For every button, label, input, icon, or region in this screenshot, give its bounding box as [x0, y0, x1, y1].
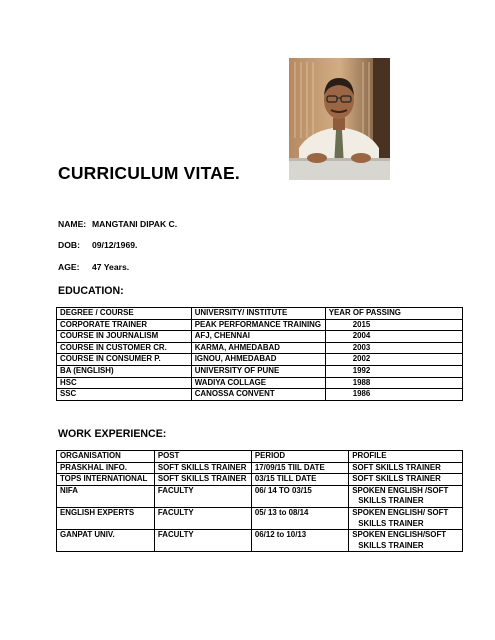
education-institute: CANOSSA CONVENT [191, 389, 325, 401]
work-profile-line2: SKILLS TRAINER [358, 518, 424, 528]
work-organisation: PRASKHAL INFO. [57, 462, 155, 474]
table-row [57, 377, 463, 389]
personal-dob-line [58, 240, 138, 250]
work-profile [349, 507, 463, 529]
work-organisation: ENGLISH EXPERTS [57, 507, 155, 529]
work-post: SOFT SKILLS TRAINER [154, 474, 251, 486]
work-post: FACULTY [154, 485, 251, 507]
work-profile [349, 474, 463, 486]
work-header-profile: PROFILE [349, 451, 463, 463]
education-institute: AFJ, CHENNAI [191, 331, 325, 343]
education-year: 1986 [325, 389, 462, 401]
education-degree: BA (ENGLISH) [57, 365, 192, 377]
education-table [56, 307, 463, 401]
education-degree: CORPORATE TRAINER [57, 319, 192, 331]
education-institute: KARMA, AHMEDABAD [191, 342, 325, 354]
education-institute: IGNOU, AHMEDABAD [191, 354, 325, 366]
work-heading: WORK EXPERIENCE: [58, 428, 167, 440]
work-profile-line1: SPOKEN ENGLISH/ SOFT [352, 507, 449, 517]
table-row [57, 354, 463, 366]
work-header-organisation: ORGANISATION [57, 451, 155, 463]
work-profile-line1: SOFT SKILLS TRAINER [352, 474, 441, 484]
education-year: 1992 [325, 365, 462, 377]
education-degree: COURSE IN JOURNALISM [57, 331, 192, 343]
education-institute: UNIVERSITY OF PUNE [191, 365, 325, 377]
table-row [57, 485, 463, 507]
work-profile [349, 462, 463, 474]
personal-name-value: MANGTANI DIPAK C. [92, 219, 178, 229]
education-year: 2003 [325, 342, 462, 354]
work-post: FACULTY [154, 530, 251, 552]
personal-dob-label: DOB: [58, 240, 80, 250]
work-profile-line2: SKILLS TRAINER [358, 540, 424, 550]
work-profile-line1: SOFT SKILLS TRAINER [352, 462, 441, 472]
table-row [57, 342, 463, 354]
education-degree: SSC [57, 389, 192, 401]
table-row [57, 319, 463, 331]
personal-age-line [58, 262, 130, 272]
education-year: 2004 [325, 331, 462, 343]
work-profile-line1: SPOKEN ENGLISH /SOFT [352, 485, 449, 495]
table-row [57, 474, 463, 486]
work-period: 06/12 to 10/13 [251, 530, 348, 552]
education-header-institute: UNIVERSITY/ INSTITUTE [191, 308, 325, 320]
personal-name-label: NAME: [58, 219, 87, 229]
education-degree: COURSE IN CONSUMER P. [57, 354, 192, 366]
table-row [57, 365, 463, 377]
work-period: 05/ 13 to 08/14 [251, 507, 348, 529]
work-post: FACULTY [154, 507, 251, 529]
work-header-row [57, 451, 463, 463]
education-institute: WADIYA COLLAGE [191, 377, 325, 389]
work-profile [349, 485, 463, 507]
education-header-year: YEAR OF PASSING [325, 308, 462, 320]
work-profile-line1: SPOKEN ENGLISH/SOFT [352, 530, 447, 540]
work-organisation: GANPAT UNIV. [57, 530, 155, 552]
education-degree: COURSE IN CUSTOMER CR. [57, 342, 192, 354]
profile-photo [289, 58, 390, 180]
education-header-row [57, 308, 463, 320]
education-header-degree: DEGREE / COURSE [57, 308, 192, 320]
personal-age-label: AGE: [58, 262, 80, 272]
education-degree: HSC [57, 377, 192, 389]
table-row [57, 331, 463, 343]
work-table [56, 450, 463, 552]
work-organisation: TOPS INTERNATIONAL [57, 474, 155, 486]
table-row [57, 462, 463, 474]
work-post: SOFT SKILLS TRAINER [154, 462, 251, 474]
table-row [57, 389, 463, 401]
profile-photo-image [289, 58, 390, 180]
work-profile [349, 530, 463, 552]
personal-age-value: 47 Years. [92, 262, 130, 272]
education-year: 1988 [325, 377, 462, 389]
work-header-post: POST [154, 451, 251, 463]
work-period: 06/ 14 TO 03/15 [251, 485, 348, 507]
work-profile-line2: SKILLS TRAINER [358, 496, 424, 506]
table-row [57, 507, 463, 529]
work-period: 03/15 TILL DATE [251, 474, 348, 486]
table-row [57, 530, 463, 552]
education-institute: PEAK PERFORMANCE TRAINING [191, 319, 325, 331]
education-year: 2002 [325, 354, 462, 366]
work-period: 17/09/15 TIIL DATE [251, 462, 348, 474]
personal-dob-value: 09/12/1969. [92, 240, 138, 250]
work-header-period: PERIOD [251, 451, 348, 463]
education-year: 2015 [325, 319, 462, 331]
education-heading: EDUCATION: [58, 285, 124, 297]
work-organisation: NIFA [57, 485, 155, 507]
document-title: CURRICULUM VITAE. [58, 163, 240, 183]
personal-name-line [58, 219, 178, 229]
